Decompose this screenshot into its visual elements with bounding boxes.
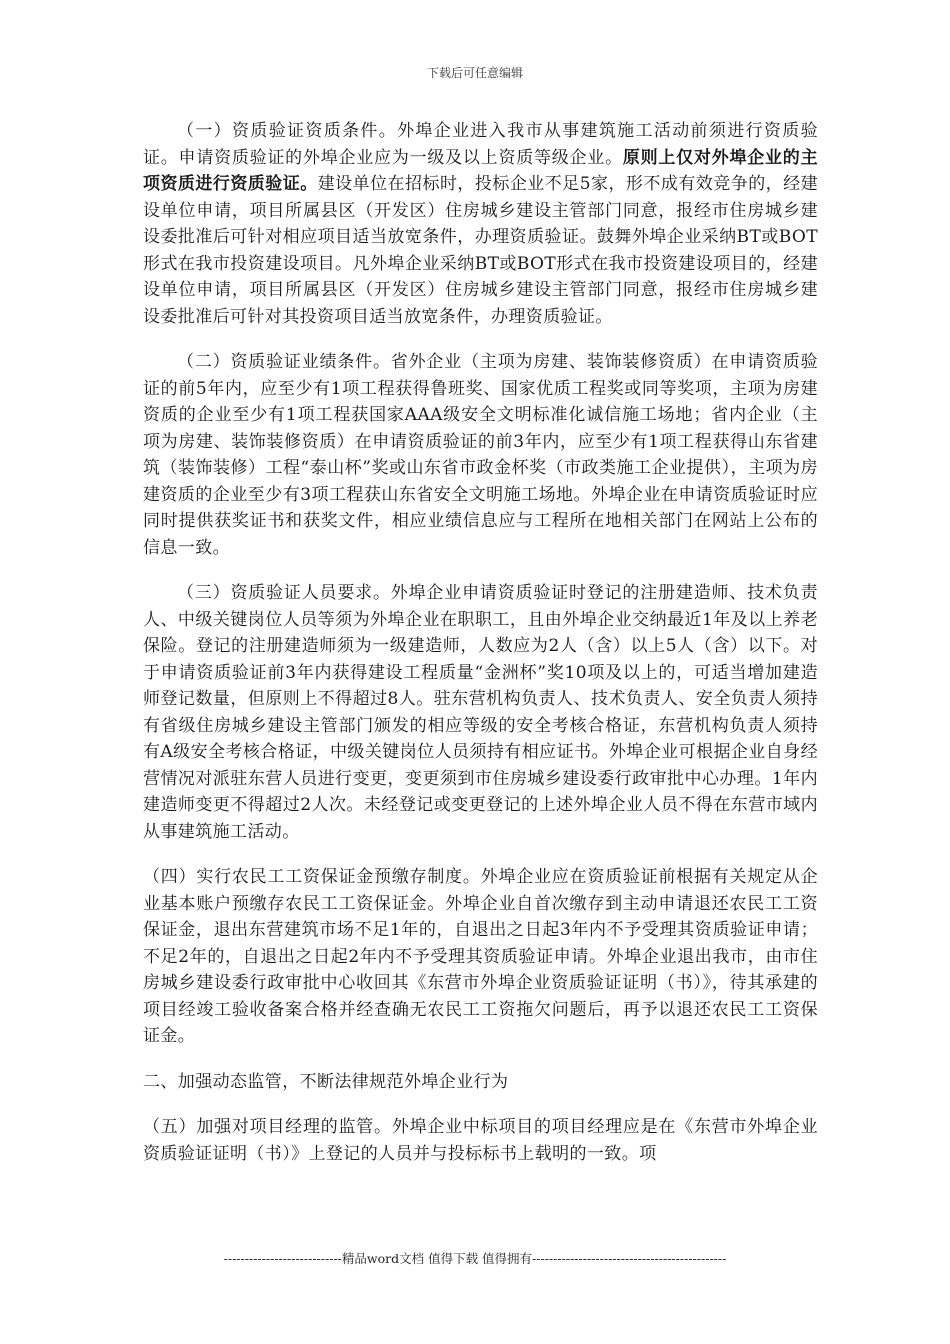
paragraph-text: 建设单位在招标时，投标企业不足5家，形不成有效竞争的，经建设单位申请，项目所属县区（开发区）住房城乡建设主管部门同意，报经市住房城乡建设委批准后可针对相应项目适当放宽条件，办理资质验证。鼓舞外埠企业采纳BT或BOT形式在我市投资建设项目。凡外埠企业采纳BT或BOT形式在我市投资建设项目的，经建设单位申请，项目所属县区（开发区）住房城乡建设主管部门同意，报经市住房城乡建设委批准后可针对其投资项目适当放宽条件，办理资质验证。	[143, 174, 819, 327]
document-body	[143, 118, 818, 1167]
page-footer: ----------------------------精品word文档 值得下载 值得拥有----------------------------------------------	[223, 1251, 727, 1266]
paragraph-qualification-conditions	[143, 118, 818, 330]
page-header: 下载后可任意编辑	[426, 66, 523, 80]
paragraph-wage-deposit: （四）实行农民工工资保证金预缴存制度。外埠企业应在资质验证前根据有关规定从企业基本账户预缴存农民工工资保证金。外埠企业自首次缴存到主动申请退还农民工工资保证金，退出东营建筑市场不足1年的，自退出之日起3年内不予受理其资质验证申请；不足2年的，自退出之日起2年内不予受理其资质验证申请。外埠企业退出我市，由市住房城乡建设委行政审批中心收回其《东营市外埠企业资质验证证明（书）》，待其承建的项目经竣工验收备案合格并经查确无农民工工资拖欠问题后，再予以退还农民工工资保证金。	[143, 867, 818, 1046]
paragraph-personnel-requirements: （三）资质验证人员要求。外埠企业申请资质验证时登记的注册建造师、技术负责人、中级关键岗位人员等须为外埠企业在职职工，且由外埠企业交纳最近1年及以上养老保险。登记的注册建造师须为一级建造师，人数应为2人（含）以上5人（含）以下。对于申请资质验证前3年内获得建设工程质量“金洲杯”奖10项及以上的，可适当增加建造师登记数量，但原则上不得超过8人。驻东营机构负责人、技术负责人、安全负责人须持有省级住房城乡建设主管部门颁发的相应等级的安全考核合格证，东营机构负责人须持有A级安全考核合格证，中级关键岗位人员须持有相应证书。外埠企业可根据企业自身经营情况对派驻东营人员进行变更，变更须到市住房城乡建设委行政审批中心办理。1年内建造师变更不得超过2人次。未经登记或变更登记的上述外埠企业人员不得在东营市域内从事建筑施工活动。	[143, 583, 818, 842]
paragraph-text: （一）资质验证资质条件。外埠企业进入我市从事建筑施工活动前须进行资质验证。申请资质验证的外埠企业应为一级及以上资质等级企业。	[143, 121, 818, 168]
section-heading: 二、加强动态监管，不断法律规范外埠企业行为	[143, 1071, 509, 1092]
paragraph-performance-conditions: （二）资质验证业绩条件。省外企业（主项为房建、装饰装修资质）在申请资质验证的前5年内，应至少有1项工程获得鲁班奖、国家优质工程奖或同等奖项，主项为房建资质的企业至少有1项工程获国家AAA级安全文明标准化诚信施工场地；省内企业（主项为房建、装饰装修资质）在申请资质验证的前3年内，应至少有1项工程获得山东省建筑（装饰装修）工程“泰山杯”奖或山东省市政金杯奖（市政类施工企业提供），主项为房建资质的企业至少有3项工程获山东省安全文明施工场地。外埠企业在申请资质验证时应同时提供获奖证书和获奖文件，相应业绩信息应与工程所在地相关部门在网站上公布的信息一致。	[143, 352, 818, 558]
paragraph-project-manager-supervision: （五）加强对项目经理的监管。外埠企业中标项目的项目经理应是在《东营市外埠企业资质验证证明（书）》上登记的人员并与投标标书上载明的一致。项	[143, 1117, 818, 1164]
bold-emphasis-text: 原则上仅对外埠企业的主项资质进行资质验证。	[143, 147, 818, 194]
